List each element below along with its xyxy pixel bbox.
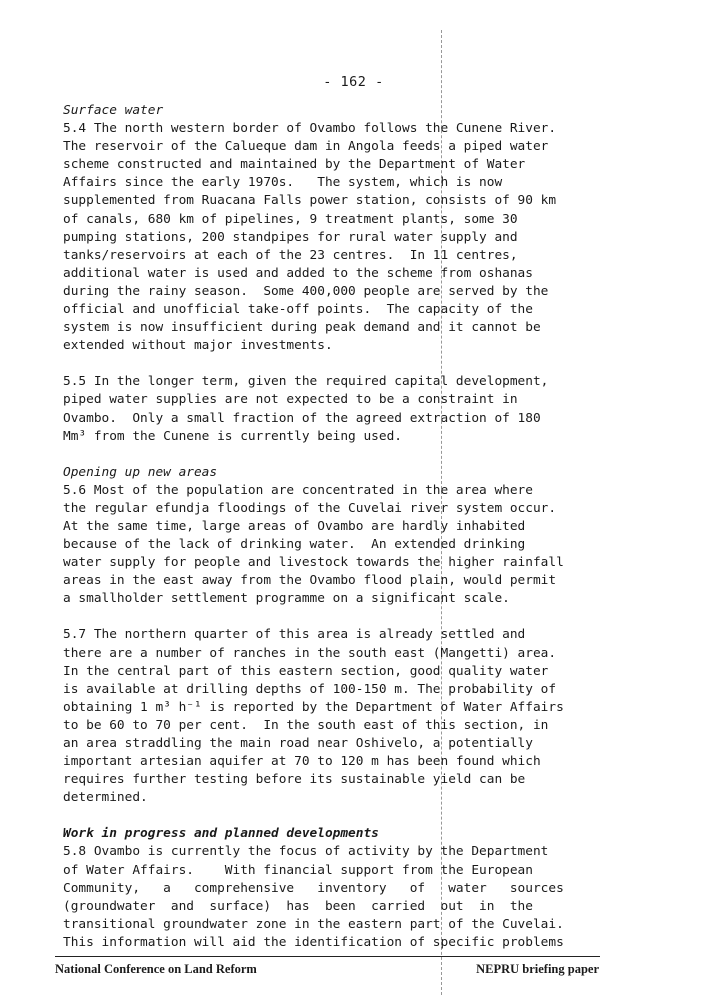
text-line: during the rainy season. Some 400,000 people are served by the [63,283,549,299]
text-line: additional water is used and added to the scheme from oshanas [63,265,533,281]
footer-rule [55,956,600,957]
paragraph-5-5 [63,373,603,445]
body-text [63,102,603,952]
text-line: system is now insufficient during peak demand and it cannot be [63,320,541,336]
paragraph-5-8 [63,843,603,952]
text-line: supplemented from Ruacana Falls power station, consists of 90 km [63,193,557,209]
text-line: At the same time, large areas of Ovambo are hardly inhabited [63,518,526,534]
text-line: Community, a comprehensive inventory of water sources [63,880,564,896]
footer-briefing-paper: NEPRU briefing paper [476,962,599,976]
heading-opening-up: Opening up new areas [63,464,218,480]
text-line: an area straddling the main road near Oshivelo, a potentially [63,736,533,751]
text-line: there are a number of ranches in the south east (Mangetti) area. [63,645,557,661]
text-line: scheme constructed and maintained by the Department of Water [63,157,526,173]
text-line: piped water supplies are not expected to be a constraint in [63,392,518,408]
text-line: Mm³ from the Cunene is currently being used. [63,428,402,444]
text-line: pumping stations, 200 standpipes for rural water supply and [63,229,518,245]
text-line: In the central part of this eastern section, good quality water [63,663,549,679]
text-line: obtaining 1 m³ h⁻¹ is reported by the Department of Water Affairs [63,699,564,715]
text-line: Affairs since the early 1970s. The system, which is now [63,175,503,191]
text-line: important artesian aquifer at 70 to 120 m has been found which [63,754,541,770]
text-line: of Water Affairs. With financial support from the European [63,862,533,878]
text-line: (groundwater and surface) has been carried out in the [63,898,533,914]
text-line: a smallholder settlement programme on a significant scale. [63,591,510,607]
text-line: of canals, 680 km of pipelines, 9 treatment plants, some 30 [63,211,518,227]
text-line: to be 60 to 70 per cent. In the south east of this section, in [63,717,549,733]
text-line: 5.8 Ovambo is currently the focus of activity by the Department [63,844,549,860]
text-line: areas in the east away from the Ovambo flood plain, would permit [63,573,557,589]
paragraph-5-7 [63,626,603,807]
footer-conference: National Conference on Land Reform [55,962,257,976]
text-line: This information will aid the identification of specific problems [63,934,564,950]
paragraph-5-4 [63,120,603,355]
text-line: Ovambo. Only a small fraction of the agreed extraction of 180 [63,410,541,426]
text-line: transitional groundwater zone in the eastern part of the Cuvelai. [63,916,564,932]
paragraph-5-6 [63,482,603,609]
text-line: 5.7 The northern quarter of this area is already settled and [63,627,526,643]
text-line: the regular efundja floodings of the Cuvelai river system occur. [63,500,557,516]
text-line: 5.4 The north western border of Ovambo follows the Cunene River. [63,121,557,137]
text-line: because of the lack of drinking water. An extended drinking [63,537,526,553]
text-line: official and unofficial take-off points. The capacity of the [63,302,533,318]
text-line: tanks/reservoirs at each of the 23 centres. In 11 centres, [63,247,518,263]
text-line: determined. [63,790,148,806]
text-line: water supply for people and livestock towards the higher rainfall [63,555,564,571]
heading-work-in-progress: Work in progress and planned developments [63,826,379,842]
text-line: 5.5 In the longer term, given the required capital development, [63,374,549,390]
page-number: - 162 - [323,74,384,90]
text-line: is available at drilling depths of 100-150 m. The probability of [63,681,557,697]
text-line: 5.6 Most of the population are concentrated in the area where [63,482,533,498]
text-line: requires further testing before its sustainable yield can be [63,772,526,788]
text-line: extended without major investments. [63,338,333,354]
text-line: The reservoir of the Calueque dam in Angola feeds a piped water [63,139,549,155]
heading-surface-water: Surface water [63,103,164,118]
